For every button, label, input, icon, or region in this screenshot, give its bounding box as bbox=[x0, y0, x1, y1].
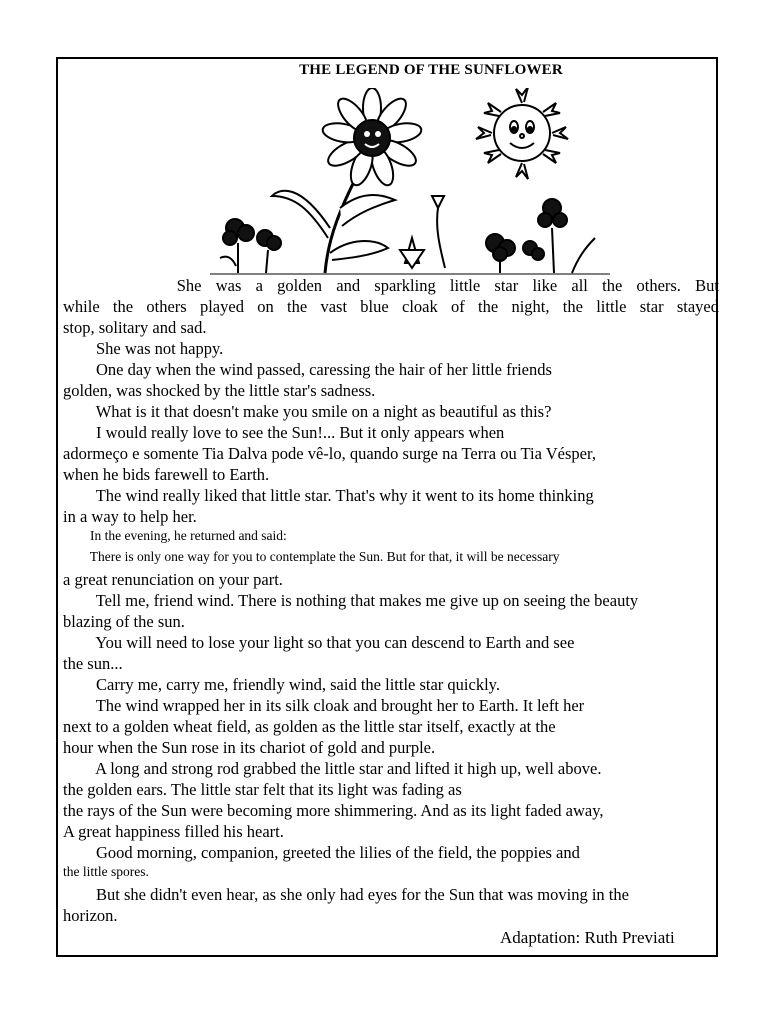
story-line: Carry me, carry me, friendly wind, said the little star quickly. bbox=[63, 675, 500, 694]
story-line: One day when the wind passed, caressing the hair of her little friends bbox=[63, 360, 552, 379]
story-line: She was not happy. bbox=[63, 339, 224, 358]
story-line: the sun... bbox=[63, 654, 123, 673]
sunflower-icon bbox=[272, 88, 423, 273]
story-line: hour when the Sun rose in its chariot of gold and purple. bbox=[63, 738, 436, 757]
story-line: blazing of the sun. bbox=[63, 612, 185, 631]
story-line: golden, was shocked by the little star's sadness. bbox=[63, 381, 376, 400]
story-line: the golden ears. The little star felt that its light was fading as bbox=[63, 780, 462, 799]
sunflower-illustration bbox=[200, 88, 620, 278]
story-line: The wind really liked that little star. That's why it went to its home thinking bbox=[63, 486, 594, 505]
story-line: stop, solitary and sad. bbox=[63, 318, 207, 337]
story-line: the little spores. bbox=[63, 864, 149, 879]
story-line: adormeço e somente Tia Dalva pode vê-lo, quando surge na Terra ou Tia Vésper, bbox=[63, 444, 596, 463]
story-line: There is only one way for you to contemplate the Sun. But for that, it will be necessary bbox=[63, 549, 560, 564]
story-line: when he bids farewell to Earth. bbox=[63, 465, 270, 484]
story-line: I would really love to see the Sun!... But it only appears when bbox=[63, 423, 505, 442]
story-line: The wind wrapped her in its silk cloak and brought her to Earth. It left her bbox=[63, 696, 585, 715]
story-line: She was a golden and sparkling little star like all the others. But bbox=[63, 276, 719, 295]
story-line: Good morning, companion, greeted the lilies of the field, the poppies and bbox=[63, 843, 580, 862]
story-line: You will need to lose your light so that you can descend to Earth and see bbox=[63, 633, 575, 652]
story-line: while the others played on the vast blue cloak of the night, the little star stayed bbox=[63, 297, 719, 316]
story-line: In the evening, he returned and said: bbox=[63, 528, 287, 543]
smiling-sun-icon bbox=[476, 88, 568, 179]
story-line: What is it that doesn't make you smile on a night as beautiful as this? bbox=[63, 402, 552, 421]
story-line: A long and strong rod grabbed the little star and lifted it high up, well above. bbox=[63, 759, 602, 778]
story-line: horizon. bbox=[63, 906, 118, 925]
flowers-icon bbox=[210, 196, 610, 274]
story-line: But she didn't even hear, as she only had eyes for the Sun that was moving in the bbox=[63, 885, 629, 904]
story-line: A great happiness filled his heart. bbox=[63, 822, 284, 841]
story-line: in a way to help her. bbox=[63, 507, 197, 526]
story-title: THE LEGEND OF THE SUNFLOWER bbox=[299, 62, 563, 78]
story-line: a great renunciation on your part. bbox=[63, 570, 283, 589]
adaptation-credit: Adaptation: Ruth Previati bbox=[500, 928, 675, 947]
story-line: Tell me, friend wind. There is nothing that makes me give up on seeing the beauty bbox=[63, 591, 639, 610]
story-line: the rays of the Sun were becoming more shimmering. And as its light faded away, bbox=[63, 801, 604, 820]
story-line: next to a golden wheat field, as golden as the little star itself, exactly at the bbox=[63, 717, 556, 736]
